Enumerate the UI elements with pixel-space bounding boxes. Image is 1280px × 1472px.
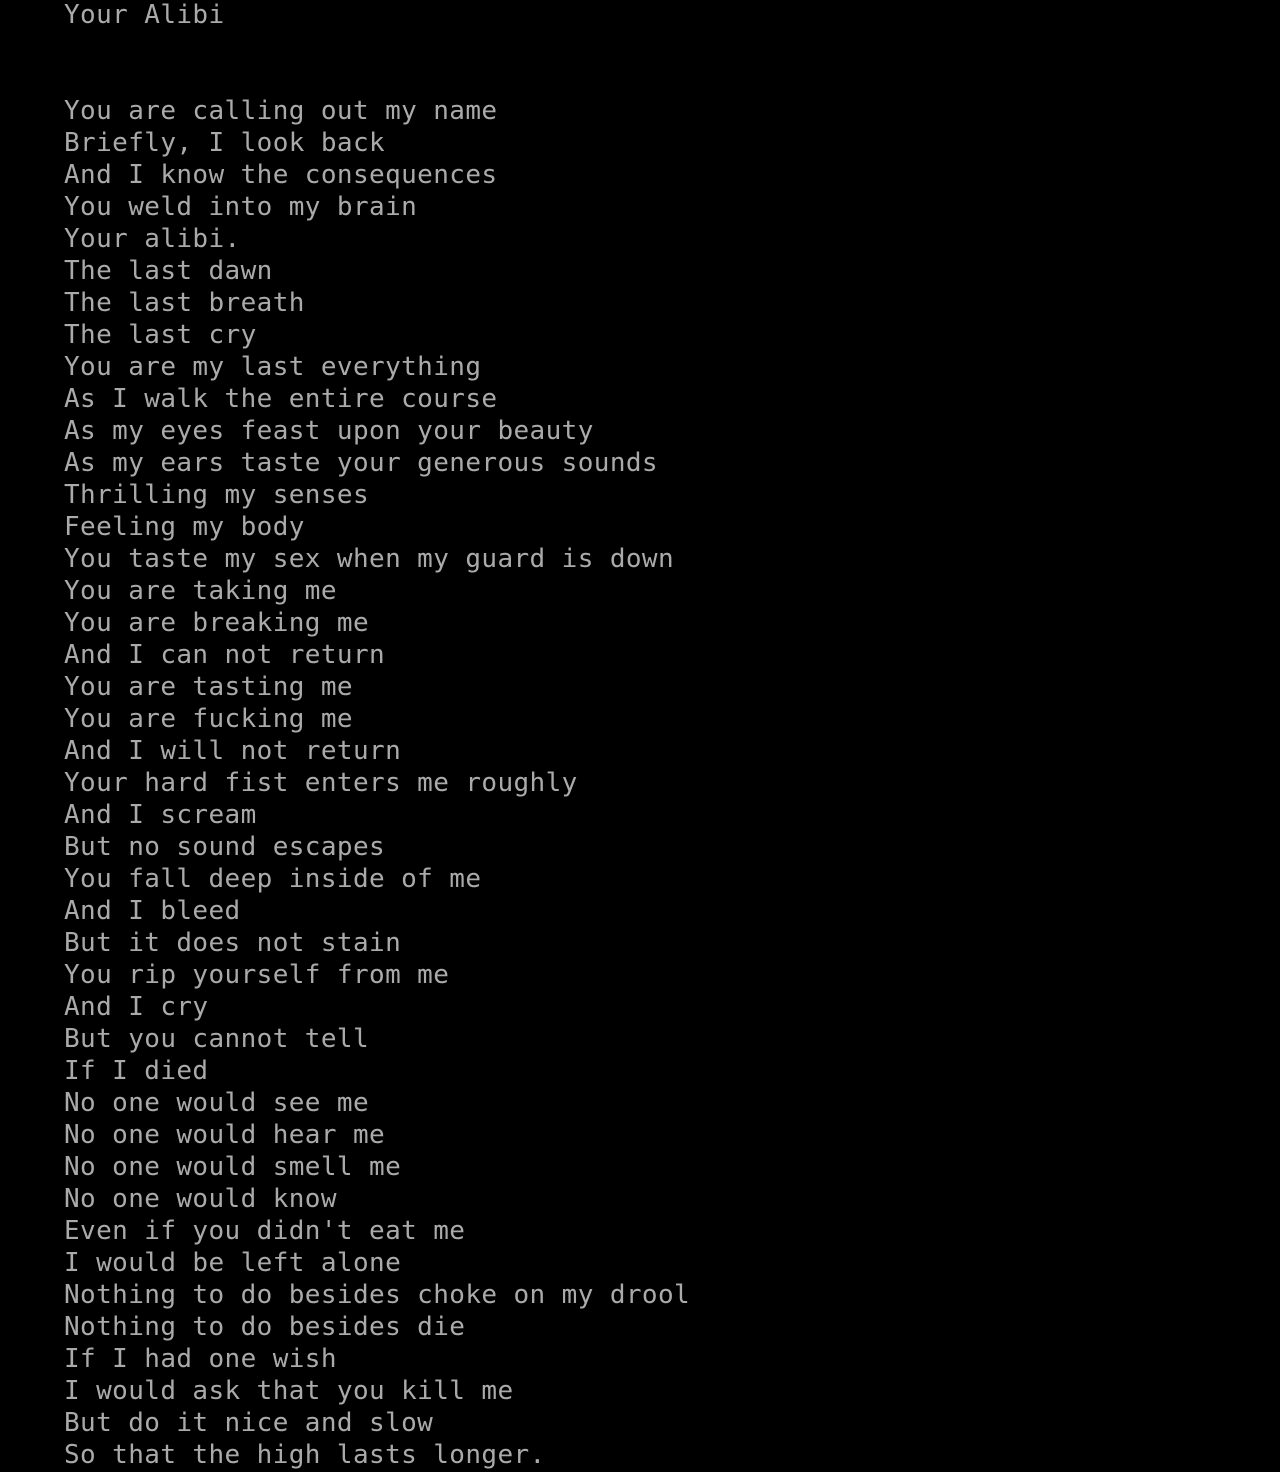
poem-line: Feeling my body xyxy=(64,512,305,542)
poem-line: You are calling out my name xyxy=(64,96,498,126)
poem-line: No one would hear me xyxy=(64,1120,386,1150)
poem-line: Thrilling my senses xyxy=(64,480,370,510)
poem-line: The last cry xyxy=(64,320,257,350)
poem-line: But no sound escapes xyxy=(64,832,386,862)
poem-line: The last breath xyxy=(64,288,305,318)
poem-line: As my ears taste your generous sounds xyxy=(64,448,658,478)
poem-line: And I scream xyxy=(64,800,257,830)
poem-line: You are tasting me xyxy=(64,672,353,702)
poem-line: But it does not stain xyxy=(64,928,402,958)
poem-line: No one would know xyxy=(64,1184,337,1214)
poem-line: No one would smell me xyxy=(64,1152,402,1182)
poem-line: So that the high lasts longer. xyxy=(64,1440,546,1470)
poem-line: As my eyes feast upon your beauty xyxy=(64,416,594,446)
poem-line: I would be left alone xyxy=(64,1248,402,1278)
poem-line: Your hard fist enters me roughly xyxy=(64,768,578,798)
poem-line: But you cannot tell xyxy=(64,1024,370,1054)
poem-line: You taste my sex when my guard is down xyxy=(64,544,675,574)
poem-line: You are taking me xyxy=(64,576,337,606)
poem-line: You rip yourself from me xyxy=(64,960,450,990)
poem-line: No one would see me xyxy=(64,1088,370,1118)
poem-line: You are breaking me xyxy=(64,608,370,638)
poem-body xyxy=(64,96,690,1472)
poem-line: And I bleed xyxy=(64,896,241,926)
poem-line: The last dawn xyxy=(64,256,273,286)
poem-line: You weld into my brain xyxy=(64,192,418,222)
poem-line: And I know the consequences xyxy=(64,160,498,190)
poem-line: Nothing to do besides die xyxy=(64,1312,466,1342)
poem-line: If I had one wish xyxy=(64,1344,337,1374)
poem-line: You are my last everything xyxy=(64,352,482,382)
poem-line: And I can not return xyxy=(64,640,386,670)
poem-line: I would ask that you kill me xyxy=(64,1376,514,1406)
poem-line: Nothing to do besides choke on my drool xyxy=(64,1280,691,1310)
poem-line: As I walk the entire course xyxy=(64,384,498,414)
poem-line: But do it nice and slow xyxy=(64,1408,434,1438)
poem-line: You are fucking me xyxy=(64,704,353,734)
poem-title: Your Alibi xyxy=(64,0,225,30)
poem-line: You fall deep inside of me xyxy=(64,864,482,894)
poem-line: Even if you didn't eat me xyxy=(64,1216,466,1246)
poem-line: Your alibi. xyxy=(64,224,241,254)
poem-line: If I died xyxy=(64,1056,209,1086)
poem-line: And I will not return xyxy=(64,736,402,766)
poem-line: Briefly, I look back xyxy=(64,128,386,158)
poem-line: And I cry xyxy=(64,992,209,1022)
